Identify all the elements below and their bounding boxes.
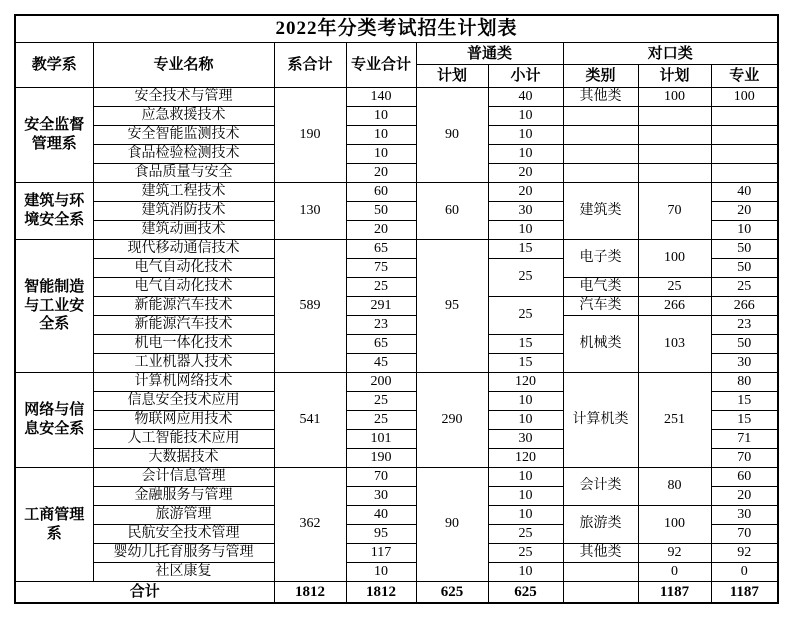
counterpart-major-cell: 30 bbox=[711, 354, 778, 373]
col-header-counterpart-major: 专业 bbox=[711, 65, 778, 88]
major-total-cell: 190 bbox=[346, 449, 416, 468]
col-header-dept-total: 系合计 bbox=[274, 43, 346, 88]
major-cell: 新能源汽车技术 bbox=[93, 297, 274, 316]
subtotal-cell: 15 bbox=[488, 354, 563, 373]
counterpart-major-cell: 92 bbox=[711, 544, 778, 563]
subtotal-cell: 25 bbox=[488, 544, 563, 563]
category-cell: 建筑类 bbox=[563, 183, 638, 240]
counterpart-plan-cell: 100 bbox=[638, 88, 711, 107]
subtotal-cell: 30 bbox=[488, 202, 563, 221]
counterpart-major-cell: 25 bbox=[711, 278, 778, 297]
major-total-cell: 10 bbox=[346, 563, 416, 582]
table-row bbox=[15, 297, 778, 316]
general-plan-cell: 60 bbox=[416, 183, 488, 240]
major-total-cell: 20 bbox=[346, 221, 416, 240]
subtotal-cell: 120 bbox=[488, 449, 563, 468]
table-row bbox=[15, 183, 778, 202]
counterpart-plan-cell: 25 bbox=[638, 278, 711, 297]
total-dept-cell: 1812 bbox=[274, 582, 346, 604]
counterpart-plan-cell bbox=[638, 107, 711, 126]
counterpart-plan-cell bbox=[638, 164, 711, 183]
dept-cell: 工商管理系 bbox=[15, 468, 93, 582]
counterpart-plan-cell: 251 bbox=[638, 373, 711, 468]
category-cell: 旅游类 bbox=[563, 506, 638, 544]
counterpart-major-cell bbox=[711, 126, 778, 145]
counterpart-major-cell: 80 bbox=[711, 373, 778, 392]
major-total-cell: 60 bbox=[346, 183, 416, 202]
counterpart-plan-cell: 92 bbox=[638, 544, 711, 563]
counterpart-major-cell: 23 bbox=[711, 316, 778, 335]
subtotal-cell: 10 bbox=[488, 392, 563, 411]
total-label: 合计 bbox=[15, 582, 274, 604]
subtotal-cell: 30 bbox=[488, 430, 563, 449]
counterpart-plan-cell bbox=[638, 145, 711, 164]
counterpart-plan-cell bbox=[638, 126, 711, 145]
counterpart-major-cell bbox=[711, 145, 778, 164]
counterpart-major-cell: 20 bbox=[711, 487, 778, 506]
category-cell: 会计类 bbox=[563, 468, 638, 506]
major-cell: 工业机器人技术 bbox=[93, 354, 274, 373]
general-plan-cell: 290 bbox=[416, 373, 488, 468]
major-cell: 婴幼儿托育服务与管理 bbox=[93, 544, 274, 563]
general-plan-cell: 90 bbox=[416, 88, 488, 183]
counterpart-major-cell: 15 bbox=[711, 392, 778, 411]
major-cell: 大数据技术 bbox=[93, 449, 274, 468]
major-cell: 新能源汽车技术 bbox=[93, 316, 274, 335]
major-cell: 现代移动通信技术 bbox=[93, 240, 274, 259]
major-total-cell: 140 bbox=[346, 88, 416, 107]
table-row bbox=[15, 240, 778, 259]
counterpart-major-cell: 266 bbox=[711, 297, 778, 316]
col-group-counterpart: 对口类 bbox=[563, 43, 778, 65]
total-counterpart-plan-cell: 1187 bbox=[638, 582, 711, 604]
category-cell bbox=[563, 107, 638, 126]
subtotal-cell: 15 bbox=[488, 240, 563, 259]
counterpart-major-cell bbox=[711, 107, 778, 126]
major-total-cell: 117 bbox=[346, 544, 416, 563]
dept-cell: 安全监督管理系 bbox=[15, 88, 93, 183]
major-cell: 电气自动化技术 bbox=[93, 259, 274, 278]
major-cell: 电气自动化技术 bbox=[93, 278, 274, 297]
major-total-cell: 101 bbox=[346, 430, 416, 449]
total-counterpart-major-cell: 1187 bbox=[711, 582, 778, 604]
subtotal-cell: 25 bbox=[488, 525, 563, 544]
major-cell: 食品检验检测技术 bbox=[93, 145, 274, 164]
counterpart-plan-cell: 266 bbox=[638, 297, 711, 316]
major-total-cell: 10 bbox=[346, 145, 416, 164]
counterpart-major-cell: 60 bbox=[711, 468, 778, 487]
major-total-cell: 50 bbox=[346, 202, 416, 221]
col-header-dept: 教学系 bbox=[15, 43, 93, 88]
category-cell: 其他类 bbox=[563, 544, 638, 563]
major-cell: 人工智能技术应用 bbox=[93, 430, 274, 449]
general-plan-cell: 95 bbox=[416, 240, 488, 373]
dept-total-cell: 541 bbox=[274, 373, 346, 468]
counterpart-major-cell: 100 bbox=[711, 88, 778, 107]
major-cell: 建筑工程技术 bbox=[93, 183, 274, 202]
counterpart-major-cell: 50 bbox=[711, 335, 778, 354]
category-cell: 汽车类 bbox=[563, 297, 638, 316]
col-header-general-plan: 计划 bbox=[416, 65, 488, 88]
col-header-major-name: 专业名称 bbox=[93, 43, 274, 88]
counterpart-major-cell: 70 bbox=[711, 449, 778, 468]
col-header-major-total: 专业合计 bbox=[346, 43, 416, 88]
subtotal-cell: 20 bbox=[488, 183, 563, 202]
major-cell: 会计信息管理 bbox=[93, 468, 274, 487]
category-cell: 机械类 bbox=[563, 316, 638, 373]
dept-cell: 建筑与环境安全系 bbox=[15, 183, 93, 240]
subtotal-cell: 10 bbox=[488, 107, 563, 126]
category-cell bbox=[563, 145, 638, 164]
subtotal-cell: 15 bbox=[488, 335, 563, 354]
counterpart-major-cell: 20 bbox=[711, 202, 778, 221]
subtotal-cell: 10 bbox=[488, 411, 563, 430]
table-row bbox=[15, 468, 778, 487]
table-row bbox=[15, 506, 778, 525]
total-major-cell: 1812 bbox=[346, 582, 416, 604]
major-cell: 旅游管理 bbox=[93, 506, 274, 525]
major-total-cell: 30 bbox=[346, 487, 416, 506]
category-cell bbox=[563, 126, 638, 145]
major-cell: 社区康复 bbox=[93, 563, 274, 582]
category-cell: 计算机类 bbox=[563, 373, 638, 468]
table-row bbox=[15, 126, 778, 145]
major-total-cell: 95 bbox=[346, 525, 416, 544]
table-row bbox=[15, 544, 778, 563]
category-cell bbox=[563, 164, 638, 183]
major-total-cell: 10 bbox=[346, 107, 416, 126]
major-cell: 机电一体化技术 bbox=[93, 335, 274, 354]
counterpart-major-cell: 50 bbox=[711, 240, 778, 259]
table-row bbox=[15, 88, 778, 107]
counterpart-major-cell: 10 bbox=[711, 221, 778, 240]
major-cell: 应急救援技术 bbox=[93, 107, 274, 126]
table-row bbox=[15, 316, 778, 335]
major-cell: 安全技术与管理 bbox=[93, 88, 274, 107]
subtotal-cell: 10 bbox=[488, 563, 563, 582]
subtotal-cell: 10 bbox=[488, 126, 563, 145]
dept-cell: 网络与信息安全系 bbox=[15, 373, 93, 468]
category-cell: 电气类 bbox=[563, 278, 638, 297]
subtotal-cell: 10 bbox=[488, 221, 563, 240]
counterpart-major-cell: 40 bbox=[711, 183, 778, 202]
major-cell: 食品质量与安全 bbox=[93, 164, 274, 183]
subtotal-cell: 10 bbox=[488, 487, 563, 506]
major-cell: 计算机网络技术 bbox=[93, 373, 274, 392]
major-total-cell: 25 bbox=[346, 411, 416, 430]
counterpart-major-cell: 71 bbox=[711, 430, 778, 449]
major-total-cell: 40 bbox=[346, 506, 416, 525]
subtotal-cell: 10 bbox=[488, 468, 563, 487]
counterpart-plan-cell: 80 bbox=[638, 468, 711, 506]
major-cell: 安全智能监测技术 bbox=[93, 126, 274, 145]
category-cell: 电子类 bbox=[563, 240, 638, 278]
subtotal-cell: 120 bbox=[488, 373, 563, 392]
general-plan-cell: 90 bbox=[416, 468, 488, 582]
table-row bbox=[15, 563, 778, 582]
category-cell bbox=[563, 563, 638, 582]
dept-total-cell: 190 bbox=[274, 88, 346, 183]
major-cell: 信息安全技术应用 bbox=[93, 392, 274, 411]
subtotal-cell: 20 bbox=[488, 164, 563, 183]
subtotal-cell: 10 bbox=[488, 506, 563, 525]
major-cell: 建筑消防技术 bbox=[93, 202, 274, 221]
col-header-general-subtotal: 小计 bbox=[488, 65, 563, 88]
dept-total-cell: 130 bbox=[274, 183, 346, 240]
table-title: 2022年分类考试招生计划表 bbox=[15, 15, 778, 43]
dept-total-cell: 362 bbox=[274, 468, 346, 582]
counterpart-major-cell: 15 bbox=[711, 411, 778, 430]
dept-cell: 智能制造与工业安全系 bbox=[15, 240, 93, 373]
major-cell: 金融服务与管理 bbox=[93, 487, 274, 506]
table-row bbox=[15, 278, 778, 297]
major-cell: 物联网应用技术 bbox=[93, 411, 274, 430]
counterpart-major-cell: 70 bbox=[711, 525, 778, 544]
counterpart-plan-cell: 0 bbox=[638, 563, 711, 582]
table-row bbox=[15, 373, 778, 392]
major-total-cell: 45 bbox=[346, 354, 416, 373]
counterpart-major-cell: 0 bbox=[711, 563, 778, 582]
table-row bbox=[15, 164, 778, 183]
dept-total-cell: 589 bbox=[274, 240, 346, 373]
major-cell: 建筑动画技术 bbox=[93, 221, 274, 240]
major-total-cell: 23 bbox=[346, 316, 416, 335]
subtotal-cell: 25 bbox=[488, 259, 563, 297]
major-total-cell: 200 bbox=[346, 373, 416, 392]
total-row bbox=[15, 582, 778, 604]
counterpart-plan-cell: 100 bbox=[638, 240, 711, 278]
counterpart-major-cell bbox=[711, 164, 778, 183]
counterpart-plan-cell: 100 bbox=[638, 506, 711, 544]
table-row bbox=[15, 145, 778, 164]
table-row bbox=[15, 107, 778, 126]
total-general-plan-cell: 625 bbox=[416, 582, 488, 604]
major-total-cell: 65 bbox=[346, 240, 416, 259]
total-general-subtotal-cell: 625 bbox=[488, 582, 563, 604]
major-total-cell: 75 bbox=[346, 259, 416, 278]
major-cell: 民航安全技术管理 bbox=[93, 525, 274, 544]
total-category-cell bbox=[563, 582, 638, 604]
major-total-cell: 291 bbox=[346, 297, 416, 316]
major-total-cell: 65 bbox=[346, 335, 416, 354]
subtotal-cell: 40 bbox=[488, 88, 563, 107]
col-group-general: 普通类 bbox=[416, 43, 563, 65]
counterpart-plan-cell: 70 bbox=[638, 183, 711, 240]
major-total-cell: 25 bbox=[346, 278, 416, 297]
counterpart-plan-cell: 103 bbox=[638, 316, 711, 373]
category-cell: 其他类 bbox=[563, 88, 638, 107]
subtotal-cell: 10 bbox=[488, 145, 563, 164]
counterpart-major-cell: 30 bbox=[711, 506, 778, 525]
major-total-cell: 70 bbox=[346, 468, 416, 487]
major-total-cell: 10 bbox=[346, 126, 416, 145]
major-total-cell: 20 bbox=[346, 164, 416, 183]
enrollment-plan-table bbox=[14, 14, 779, 604]
major-total-cell: 25 bbox=[346, 392, 416, 411]
subtotal-cell: 25 bbox=[488, 297, 563, 335]
col-header-counterpart-plan: 计划 bbox=[638, 65, 711, 88]
col-header-category: 类别 bbox=[563, 65, 638, 88]
counterpart-major-cell: 50 bbox=[711, 259, 778, 278]
